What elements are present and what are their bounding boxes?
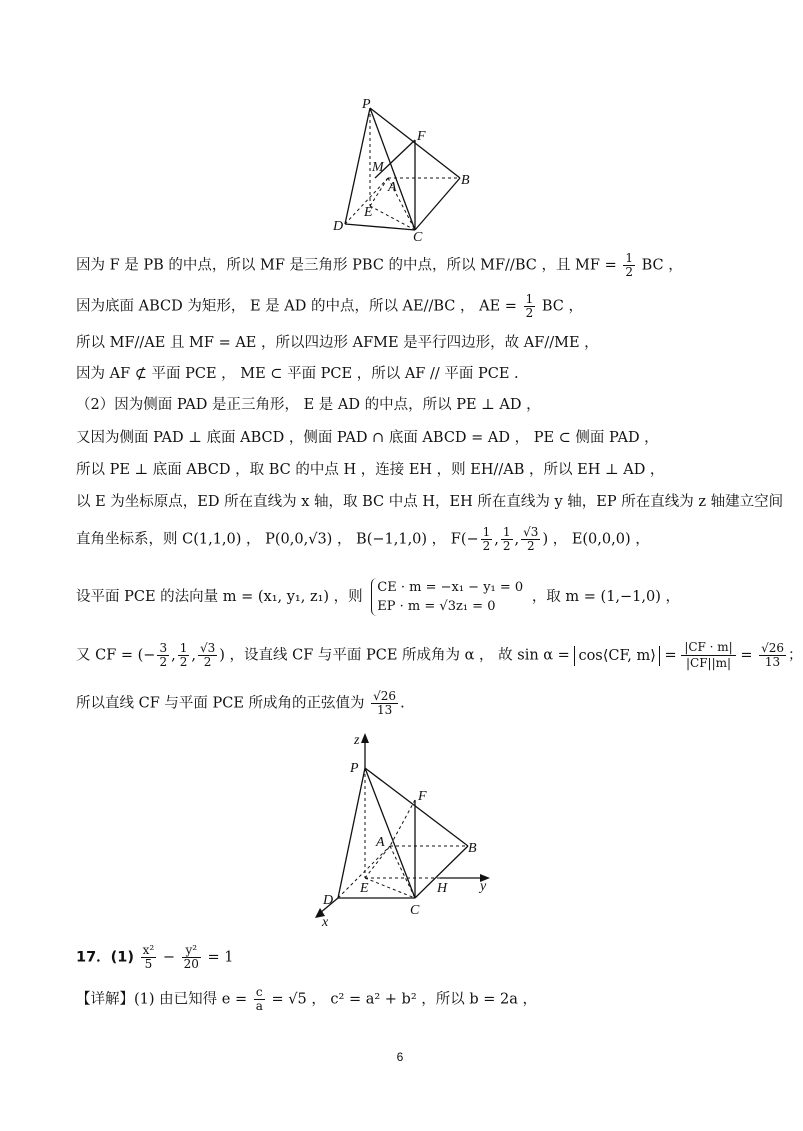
label-F: F [417, 129, 426, 144]
label-P: P [362, 97, 371, 112]
text-line-7: 所以 PE ⊥ 底面 ABCD ，取 BC 的中点 H ，连接 EH ，则 EH//AB ，所以 EH ⊥ AD ， [76, 462, 665, 478]
label-C: C [410, 903, 420, 918]
coordinate-pyramid-diagram [310, 728, 510, 928]
axis-label-y: y [480, 879, 487, 894]
fraction-half: $\frac{1}{2}$ [625, 251, 633, 279]
text-line-11: 又 CF = (− $\frac{3}{2}$ , $\frac{1}{2}$ , $\frac{√3}{2}$ ) ，设直线 CF 与平面 PCE 所成角为 α ， 故 sin α = cos⟨CF, m⟩ = $\frac{|CF \cdot m|}{|CF||m|}$ = $\frac{√26}{13}$ ； [76, 640, 803, 670]
axis-label-z: z [354, 733, 360, 748]
text-line-14: 【详解】(1) 由已知得 e = $\frac{c}{a}$ = √5 ， c² = a² + b² ，所以 b = 2a ， [76, 985, 537, 1013]
label-E: E [360, 881, 369, 896]
text-line-1: 因为 F 是 PB 的中点，所以 MF 是三角形 PBC 的中点，所以 MF//BC ，且 MF = $\frac{1}{2}$ BC ， [76, 251, 683, 279]
axis-label-x: x [322, 915, 329, 930]
label-A: A [388, 180, 397, 195]
pyramid-figure-1 [330, 96, 500, 245]
equation-system: CE · m = −x₁ − y₁ = 0 EP · m = √3z₁ = 0 [371, 578, 523, 616]
label-H: H [437, 881, 448, 896]
label-B: B [468, 841, 477, 856]
text-line-5: （2）因为侧面 PAD 是正三角形， E 是 AD 的中点，所以 PE ⊥ AD ， [76, 397, 541, 413]
text-line-8: 以 E 为坐标原点，ED 所在直线为 x 轴，取 BC 中点 H，EH 所在直线为 y 轴，EP 所在直线为 z 轴建立空间 [76, 494, 784, 510]
text-line-3: 所以 MF//AE 且 MF = AE ，所以四边形 AFME 是平行四边形，故 AF//ME ， [76, 335, 599, 351]
label-M: M [372, 160, 384, 175]
label-F: F [418, 789, 427, 804]
label-E: E [364, 205, 373, 220]
label-B: B [461, 173, 470, 188]
label-D: D [333, 219, 344, 234]
text-line-9: 直角坐标系，则 C(1,1,0) ， P(0,0,√3) ， B(−1,1,0) ， F(− $\frac{1}{2}$ , $\frac{1}{2}$ , $\frac{√3}{2}$ ) ， E(0,0,0) ， [76, 525, 650, 553]
pyramid-diagram [330, 96, 500, 245]
text-line-13: 17．(1) $\frac{\text{x²}}{5}$ − $\frac{\text{y²}}{20}$ = 1 [76, 943, 234, 971]
text-line-6: 又因为侧面 PAD ⊥ 底面 ABCD ，侧面 PAD ∩ 底面 ABCD = AD ， PE ⊂ 侧面 PAD ， [76, 430, 659, 446]
label-C: C [413, 230, 423, 245]
page-number: 6 [396, 1050, 404, 1064]
label-A: A [376, 835, 385, 850]
label-D: D [323, 893, 334, 908]
text-line-4: 因为 AF ⊄ 平面 PCE ， ME ⊂ 平面 PCE ，所以 AF // 平面 PCE . [76, 366, 519, 382]
pyramid-figure-2 [310, 728, 510, 928]
z-axis-arrow [361, 733, 369, 743]
text-line-10: 设平面 PCE 的法向量 m = (x₁, y₁, z₁) ，则 CE · m = −x₁ − y₁ = 0 EP · m = √3z₁ = 0 ，取 m = (1,−1,0) ， [76, 580, 681, 614]
text-line-2: 因为底面 ABCD 为矩形， E 是 AD 的中点，所以 AE//BC ， AE = $\frac{1}{2}$ BC ， [76, 292, 583, 320]
text-line-12: 所以直线 CF 与平面 PCE 所成角的正弦值为 $\frac{√26}{13}$ . [76, 689, 405, 717]
label-P: P [350, 761, 359, 776]
fraction-half: $\frac{1}{2}$ [525, 292, 534, 320]
